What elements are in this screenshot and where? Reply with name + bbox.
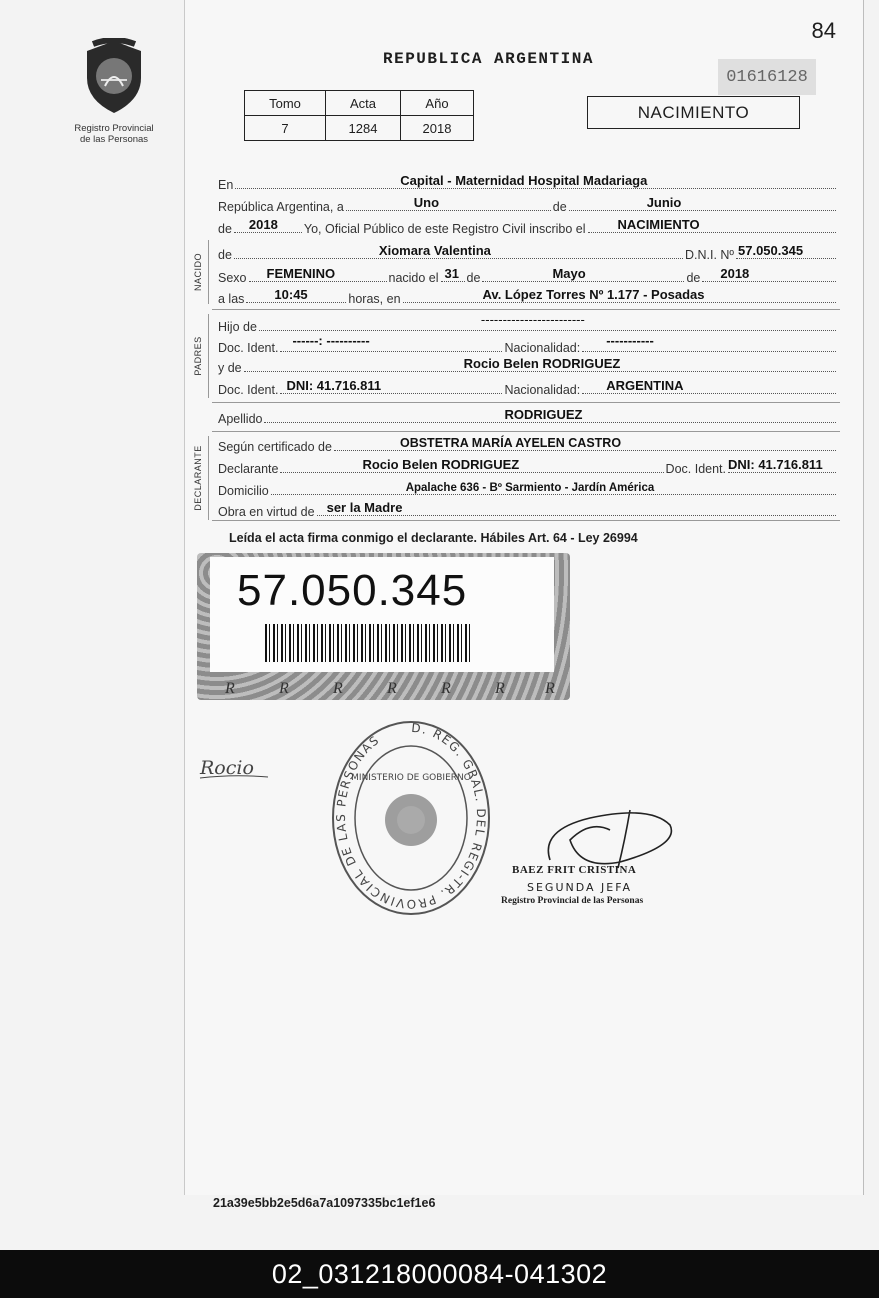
svg-text:Rocio: Rocio — [200, 757, 254, 779]
mother-doc: DNI: 41.716.811 — [286, 378, 382, 393]
row-year — [218, 219, 838, 239]
dni-label: D.N.I. Nº — [684, 248, 734, 262]
nacionalidad-label-2: Nacionalidad: — [504, 383, 581, 397]
stamp-outer-text: D. REG. GRAL. DEL REGI-TR. PROVINCIAL DE LAS PERSONAS — [333, 720, 489, 912]
declarant-doc: DNI: 41.716.811 — [728, 457, 823, 472]
day-value: Uno — [413, 195, 440, 210]
y-de-label: y de — [218, 361, 242, 375]
birth-month: Mayo — [552, 266, 586, 281]
reading-note: Leída el acta firma conmigo el declarante. Hábiles Art. 64 - Ley 26994 — [229, 531, 638, 545]
stamp-inner-text: MINISTERIO DE GOBIERNO — [351, 773, 471, 783]
obra-value: ser la Madre — [326, 500, 403, 515]
sticker-letter: R — [495, 680, 505, 697]
page-number: 84 — [811, 18, 836, 43]
a-las-label: a las — [218, 292, 245, 306]
row-declarant — [218, 459, 838, 479]
row-certificate — [218, 437, 838, 457]
sticker-letter: R — [387, 680, 397, 697]
sexo-label: Sexo — [218, 271, 247, 285]
birth-year: 2018 — [720, 266, 750, 281]
row-date — [218, 197, 838, 217]
row-obra — [218, 502, 838, 522]
sticker-letter: R — [441, 680, 451, 697]
year-value: 2018 — [248, 217, 278, 232]
anio-value: 2018 — [401, 116, 474, 141]
scan-id-footer: 02_031218000084-041302 — [0, 1250, 879, 1298]
acta-label: Acta — [326, 91, 401, 116]
place-value: Capital - Maternidad Hospital Madariaga — [400, 173, 648, 188]
sticker-letter: R — [279, 680, 289, 697]
signatory-name: BAEZ FRIT CRISTINA — [512, 864, 637, 876]
serial-number: 01616128 — [718, 59, 816, 95]
child-name: Xiomara Valentina — [378, 243, 491, 258]
certificate-value: OBSTETRA MARÍA AYELEN CASTRO — [399, 436, 622, 450]
birth-time: 10:45 — [274, 287, 308, 302]
de-label-2: de — [686, 271, 701, 285]
declarante-label: Declarante — [218, 462, 279, 476]
doc-ident-label-2: Doc. Ident. — [218, 383, 279, 397]
acta-value: 1284 — [326, 116, 401, 141]
tomo-value: 7 — [245, 116, 326, 141]
surname-value: RODRIGUEZ — [504, 407, 583, 422]
nacido-side-label: NACIDO — [188, 240, 209, 304]
act-type-box: NACIMIENTO — [587, 96, 800, 129]
sticker-number: 57.050.345 — [237, 566, 468, 615]
declarante-side-label: DECLARANTE — [188, 436, 209, 520]
document-hash: 21a39e5bb2e5d6a7a1097335bc1ef1e6 — [213, 1196, 436, 1210]
horas-en-label: horas, en — [348, 292, 401, 306]
apellido-label: Apellido — [218, 412, 263, 426]
child-dni: 57.050.345 — [738, 243, 804, 258]
row-address — [218, 481, 838, 501]
father-value: ------------------------ — [480, 312, 585, 327]
provincial-seal-icon — [79, 38, 149, 116]
row-name — [218, 245, 838, 265]
sex-value: FEMENINO — [266, 266, 336, 281]
nacido-el-label: nacido el — [388, 271, 439, 285]
inscribo-value: NACIMIENTO — [617, 217, 700, 232]
doc-ident-label: Doc. Ident. — [218, 341, 279, 355]
document-title: REPUBLICA ARGENTINA — [383, 50, 594, 68]
de-year-label: de — [218, 222, 232, 236]
signatory-role: SEGUNDA JEFA — [527, 881, 633, 894]
tomo-label: Tomo — [245, 91, 326, 116]
padres-side-label: PADRES — [188, 314, 209, 398]
logo-caption-line2: de las Personas — [79, 134, 149, 145]
de-label-1: de — [466, 271, 481, 285]
row-mother-doc — [218, 380, 838, 400]
de-nombre-label: de — [218, 248, 232, 262]
row-surname — [218, 409, 838, 429]
birth-day: 31 — [444, 266, 460, 281]
row-time — [218, 289, 838, 309]
row-birth — [218, 268, 838, 288]
sticker-pattern-letters — [197, 672, 570, 700]
decl-doc-label: Doc. Ident. — [665, 462, 726, 476]
row-mother — [218, 358, 838, 378]
barcode — [265, 624, 470, 662]
father-nationality: ----------- — [606, 333, 654, 348]
sticker-letter: R — [545, 680, 555, 697]
mother-nationality: ARGENTINA — [606, 378, 684, 393]
logo-caption-line1: Registro Provincial — [74, 123, 154, 134]
en-label: En — [218, 178, 234, 192]
sticker-letter: R — [225, 680, 235, 697]
domicilio-label: Domicilio — [218, 484, 269, 498]
registry-table — [244, 90, 474, 141]
row-en — [218, 175, 838, 195]
mother-name: Rocio Belen RODRIGUEZ — [463, 356, 621, 371]
de-label: de — [552, 200, 567, 214]
handwritten-initials — [198, 752, 273, 782]
nacionalidad-label: Nacionalidad: — [504, 341, 581, 355]
hijo-de-label: Hijo de — [218, 320, 257, 334]
sticker-letter: R — [333, 680, 343, 697]
province-logo — [68, 38, 160, 145]
republica-label: República Argentina, a — [218, 200, 344, 214]
oficial-label: Yo, Oficial Público de este Registro Civil inscribo el — [303, 222, 586, 236]
signature-scribble — [530, 800, 690, 872]
month-value: Junio — [646, 195, 682, 210]
row-father-doc — [218, 333, 838, 358]
birth-address: Av. López Torres Nº 1.177 - Posadas — [482, 287, 705, 302]
obra-label: Obra en virtud de — [218, 505, 315, 519]
signatory-org: Registro Provincial de las Personas — [501, 896, 644, 906]
father-doc: ------: ---------- — [292, 333, 370, 348]
address-value: Apalache 636 - Bº Sarmiento - Jardín América — [405, 482, 655, 494]
declarant-name: Rocio Belen RODRIGUEZ — [362, 457, 520, 472]
anio-label: Año — [401, 91, 474, 116]
official-stamp — [330, 718, 492, 918]
segun-label: Según certificado de — [218, 440, 332, 454]
